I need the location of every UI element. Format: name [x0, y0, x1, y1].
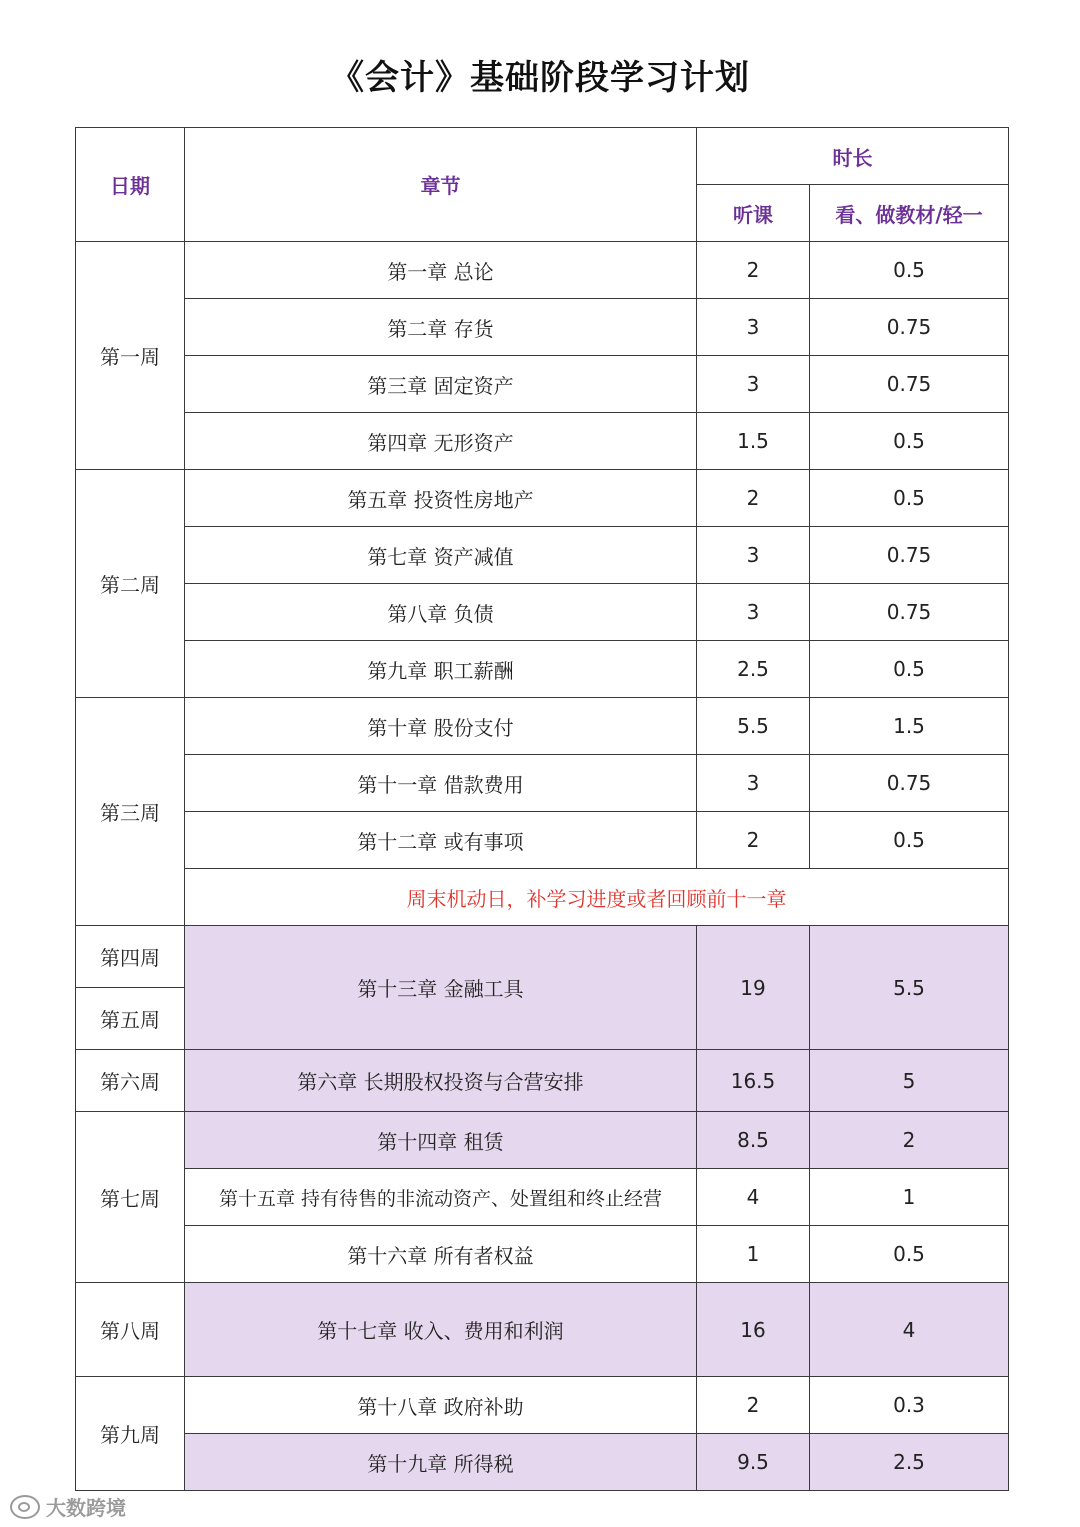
- read-cell: 5: [810, 1050, 1009, 1112]
- listen-cell: 16.5: [697, 1050, 810, 1112]
- week-cell: 第五周: [76, 988, 185, 1050]
- listen-cell: 1: [697, 1226, 810, 1283]
- chapter-cell: 第十四章 租赁: [185, 1112, 697, 1169]
- read-cell: 0.5: [810, 242, 1009, 299]
- table-row: [76, 1112, 1009, 1169]
- read-cell: 0.5: [810, 812, 1009, 869]
- table-row: [76, 755, 1009, 812]
- header-chapter: 章节: [185, 128, 697, 242]
- listen-cell: 2.5: [697, 641, 810, 698]
- listen-cell: 3: [697, 299, 810, 356]
- weekend-note: 周末机动日，补学习进度或者回顾前十一章: [185, 869, 1009, 926]
- listen-cell: 2: [697, 1377, 810, 1434]
- read-cell: 0.5: [810, 641, 1009, 698]
- chapter-cell: 第十一章 借款费用: [185, 755, 697, 812]
- chapter-cell: 第十五章 持有待售的非流动资产、处置组和终止经营: [185, 1169, 697, 1226]
- header-row: [76, 128, 1009, 185]
- listen-cell: 16: [697, 1283, 810, 1377]
- watermark-text: 大数跨境: [46, 1496, 126, 1520]
- week-cell: 第四周: [76, 926, 185, 988]
- week-cell: 第二周: [76, 470, 185, 698]
- listen-cell: 9.5: [697, 1434, 810, 1491]
- read-cell: 4: [810, 1283, 1009, 1377]
- table-row: [76, 869, 1009, 926]
- listen-cell: 3: [697, 527, 810, 584]
- listen-cell: 1.5: [697, 413, 810, 470]
- table-row: [76, 926, 1009, 988]
- chapter-cell: 第十九章 所得税: [185, 1434, 697, 1491]
- chapter-cell: 第十六章 所有者权益: [185, 1226, 697, 1283]
- table-row: [76, 641, 1009, 698]
- chapter-cell: 第七章 资产减值: [185, 527, 697, 584]
- read-cell: 2.5: [810, 1434, 1009, 1491]
- week-cell: 第八周: [76, 1283, 185, 1377]
- chapter-cell: 第十三章 金融工具: [185, 926, 697, 1050]
- table-row: [76, 1169, 1009, 1226]
- listen-cell: 3: [697, 755, 810, 812]
- chapter-cell: 第十七章 收入、费用和利润: [185, 1283, 697, 1377]
- chapter-cell: 第五章 投资性房地产: [185, 470, 697, 527]
- listen-cell: 19: [697, 926, 810, 1050]
- chapter-cell: 第九章 职工薪酬: [185, 641, 697, 698]
- chapter-cell: 第十二章 或有事项: [185, 812, 697, 869]
- chapter-cell: 第八章 负债: [185, 584, 697, 641]
- table-row: [76, 584, 1009, 641]
- table-row: [76, 470, 1009, 527]
- table-row: [76, 413, 1009, 470]
- read-cell: 0.75: [810, 356, 1009, 413]
- read-cell: 0.75: [810, 527, 1009, 584]
- watermark: [10, 1492, 126, 1521]
- table-row: [76, 1050, 1009, 1112]
- chapter-cell: 第三章 固定资产: [185, 356, 697, 413]
- read-cell: 0.3: [810, 1377, 1009, 1434]
- chapter-cell: 第四章 无形资产: [185, 413, 697, 470]
- week-cell: 第七周: [76, 1112, 185, 1283]
- table-row: [76, 1434, 1009, 1491]
- read-cell: 1.5: [810, 698, 1009, 755]
- week-cell: 第九周: [76, 1377, 185, 1491]
- page-title: 《会计》基础阶段学习计划: [330, 58, 750, 98]
- chapter-cell: 第十八章 政府补助: [185, 1377, 697, 1434]
- read-cell: 0.75: [810, 584, 1009, 641]
- table-row: [76, 356, 1009, 413]
- read-cell: 0.5: [810, 413, 1009, 470]
- table-row: [76, 812, 1009, 869]
- listen-cell: 4: [697, 1169, 810, 1226]
- listen-cell: 2: [697, 242, 810, 299]
- read-cell: 0.75: [810, 755, 1009, 812]
- study-plan-table: [75, 127, 1009, 1491]
- table-row: [76, 242, 1009, 299]
- table-row: [76, 299, 1009, 356]
- table-row: [76, 698, 1009, 755]
- read-cell: 0.75: [810, 299, 1009, 356]
- read-cell: 0.5: [810, 470, 1009, 527]
- read-cell: 2: [810, 1112, 1009, 1169]
- header-listen: 听课: [697, 185, 810, 242]
- listen-cell: 2: [697, 470, 810, 527]
- listen-cell: 5.5: [697, 698, 810, 755]
- weibo-logo-icon: [10, 1495, 40, 1519]
- table-row: [76, 527, 1009, 584]
- table-row: [76, 1377, 1009, 1434]
- header-duration: 时长: [697, 128, 1009, 185]
- listen-cell: 8.5: [697, 1112, 810, 1169]
- listen-cell: 3: [697, 356, 810, 413]
- header-date: 日期: [76, 128, 185, 242]
- chapter-cell: 第二章 存货: [185, 299, 697, 356]
- listen-cell: 3: [697, 584, 810, 641]
- week-cell: 第三周: [76, 698, 185, 926]
- header-read: 看、做教材/轻一: [810, 185, 1009, 242]
- chapter-cell: 第六章 长期股权投资与合营安排: [185, 1050, 697, 1112]
- read-cell: 5.5: [810, 926, 1009, 1050]
- week-cell: 第六周: [76, 1050, 185, 1112]
- week-cell: 第一周: [76, 242, 185, 470]
- read-cell: 1: [810, 1169, 1009, 1226]
- table-row: [76, 1283, 1009, 1377]
- read-cell: 0.5: [810, 1226, 1009, 1283]
- listen-cell: 2: [697, 812, 810, 869]
- chapter-cell: 第十章 股份支付: [185, 698, 697, 755]
- chapter-cell: 第一章 总论: [185, 242, 697, 299]
- table-row: [76, 1226, 1009, 1283]
